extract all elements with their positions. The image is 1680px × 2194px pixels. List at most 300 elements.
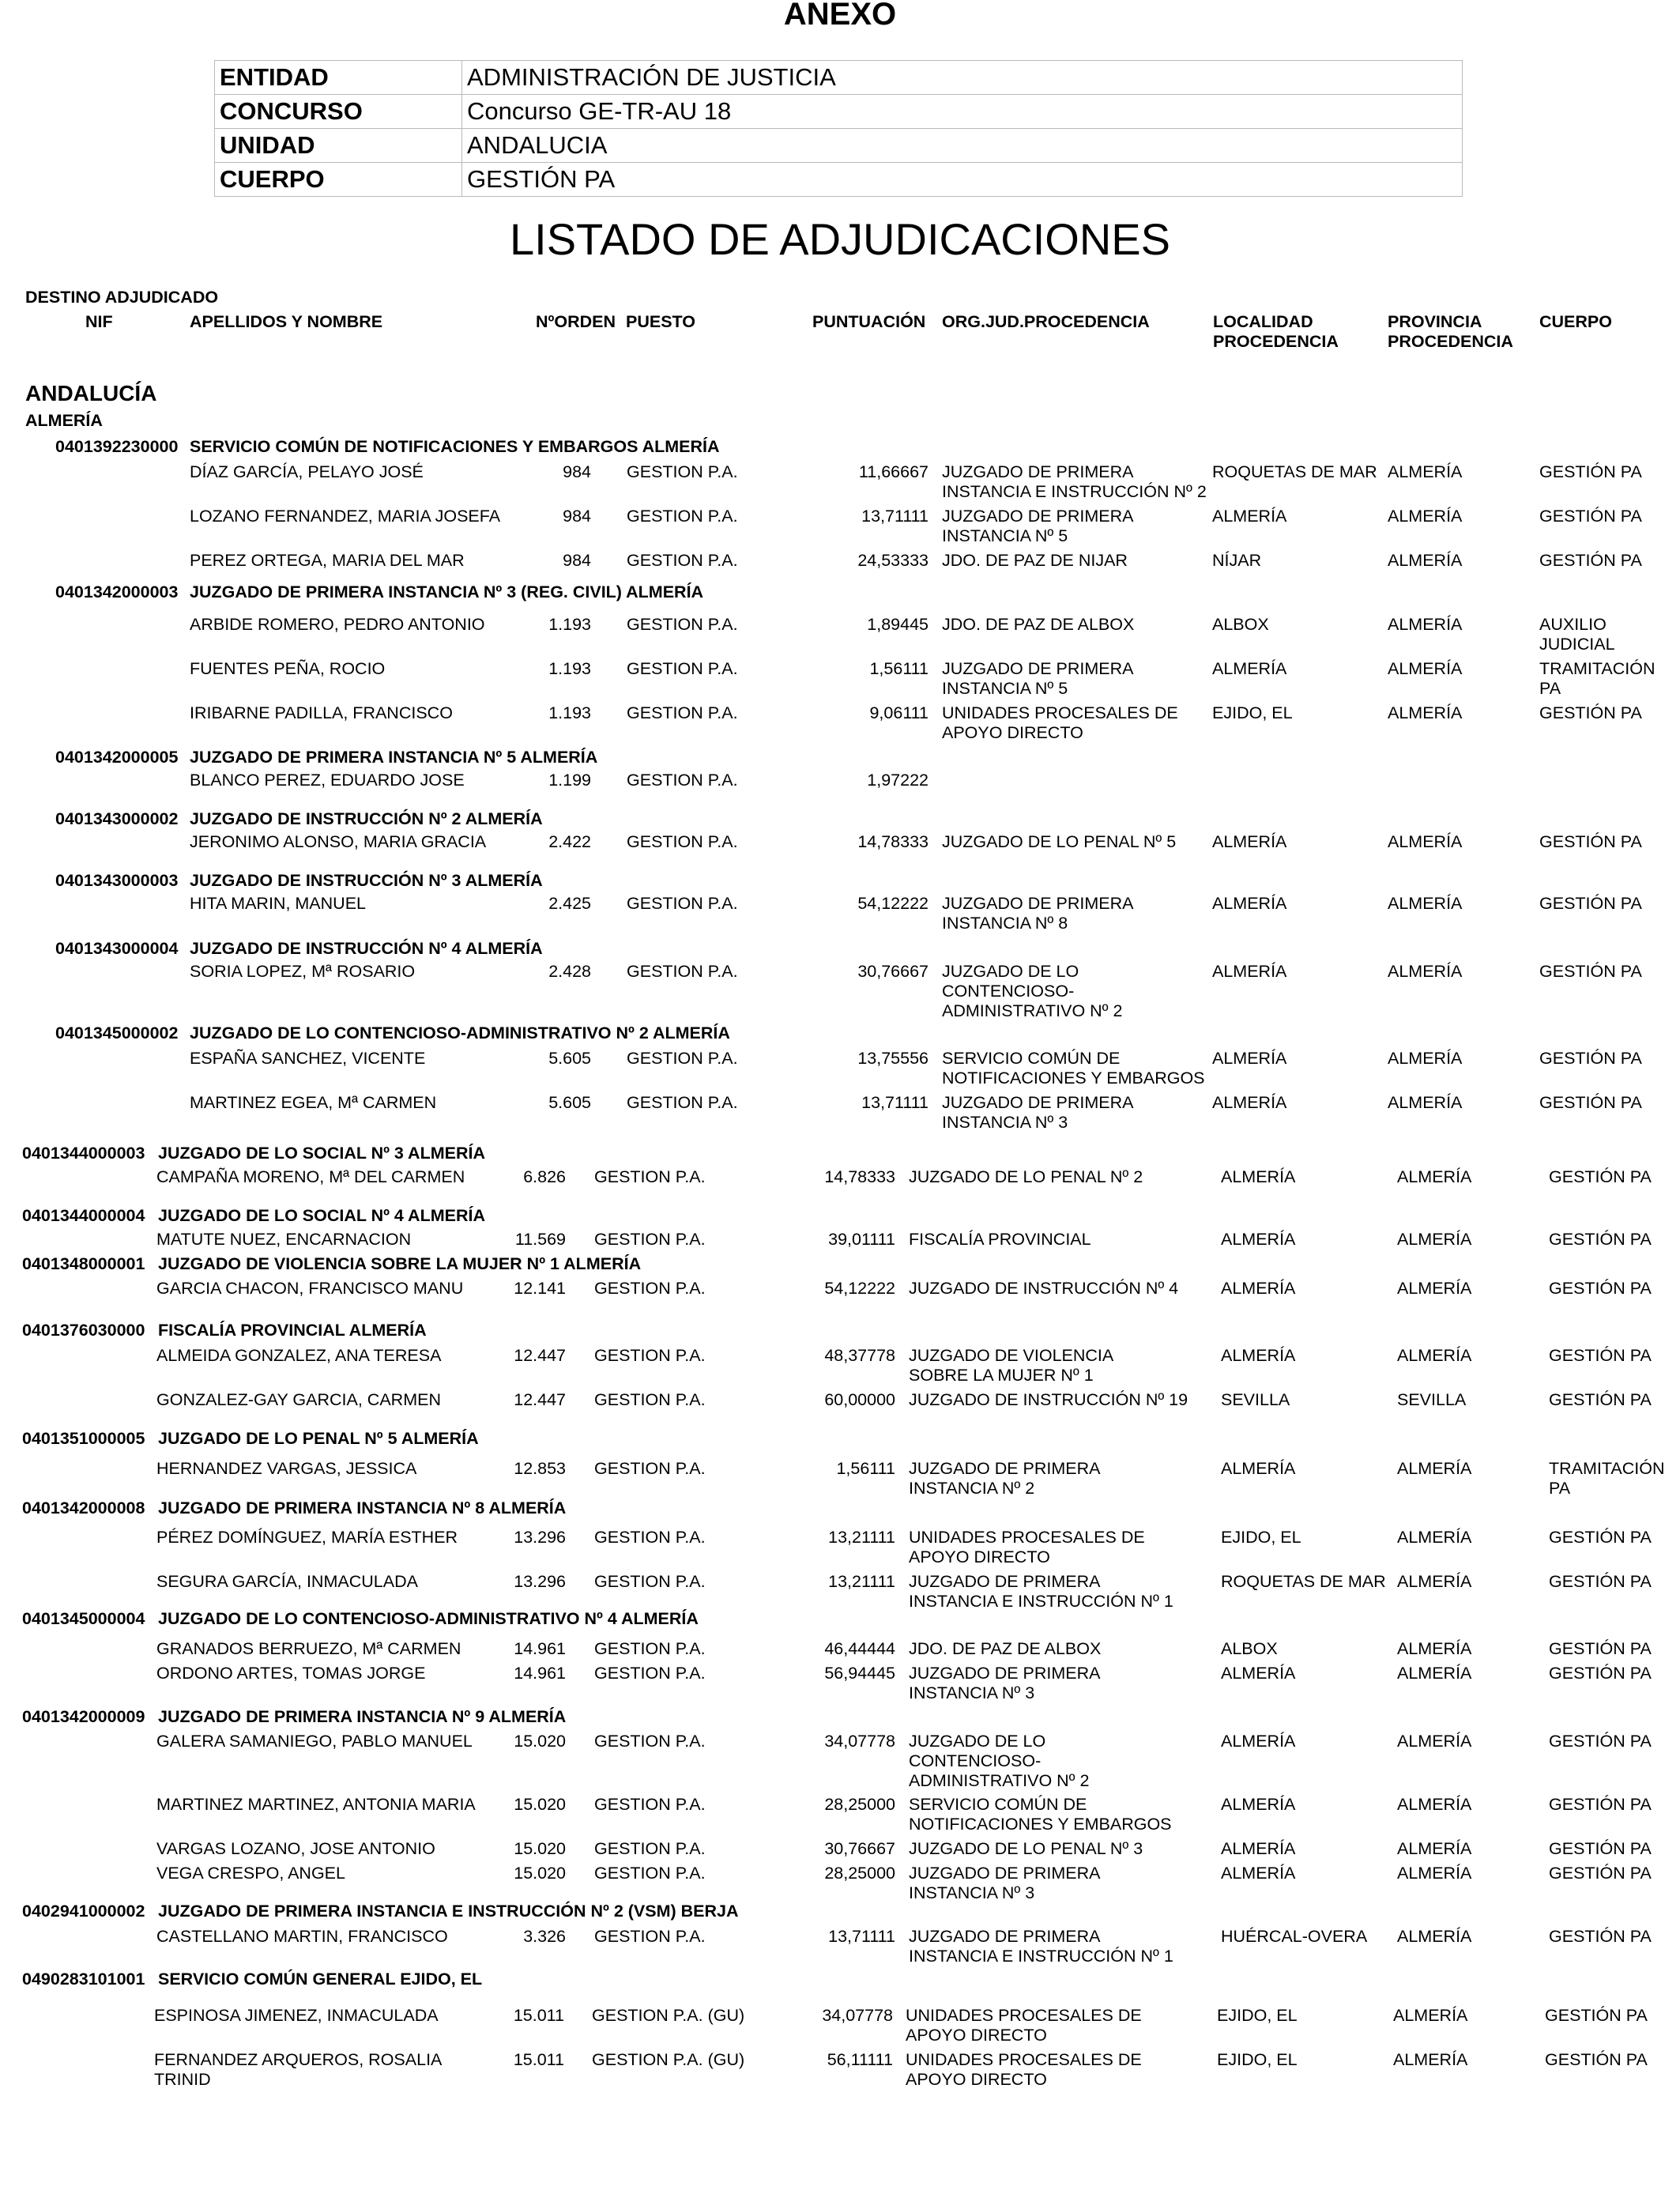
destino-code: 0401345000002 bbox=[55, 1023, 179, 1042]
origin-province: ALMERÍA bbox=[1397, 1664, 1472, 1683]
body-category: JUDICIAL bbox=[1539, 635, 1615, 654]
order-number: 14.961 bbox=[514, 1639, 566, 1658]
origin-court: JUZGADO DE INSTRUCCIÓN Nº 4 bbox=[909, 1279, 1179, 1298]
origin-locality: ALMERÍA bbox=[1212, 507, 1287, 526]
score: 1,56111 bbox=[869, 659, 929, 678]
position: GESTION P.A. bbox=[594, 1279, 706, 1298]
score: 13,75556 bbox=[857, 1049, 929, 1068]
destino-code: 0401342000008 bbox=[22, 1498, 145, 1517]
origin-province: ALMERÍA bbox=[1397, 1795, 1472, 1814]
score: 11,66667 bbox=[858, 462, 929, 481]
origin-locality: ALMERÍA bbox=[1212, 1049, 1287, 1068]
score: 30,76667 bbox=[824, 1839, 895, 1858]
origin-court: JDO. DE PAZ DE ALBOX bbox=[909, 1639, 1102, 1658]
info-key: CONCURSO bbox=[215, 95, 462, 129]
info-row bbox=[215, 61, 1463, 95]
origin-court: JUZGADO DE LO PENAL Nº 5 bbox=[942, 832, 1177, 851]
order-number: 2.425 bbox=[548, 894, 591, 913]
origin-locality: NÍJAR bbox=[1212, 551, 1262, 570]
destino-name: JUZGADO DE INSTRUCCIÓN Nº 3 ALMERÍA bbox=[190, 871, 543, 890]
origin-locality: ALMERÍA bbox=[1221, 1864, 1296, 1883]
position: GESTION P.A. bbox=[594, 1167, 706, 1186]
body-category: GESTIÓN PA bbox=[1539, 551, 1642, 570]
applicant-name: IRIBARNE PADILLA, FRANCISCO bbox=[190, 703, 453, 722]
origin-province: ALMERÍA bbox=[1393, 2050, 1468, 2069]
position: GESTION P.A. bbox=[627, 703, 738, 722]
origin-province: ALMERÍA bbox=[1397, 1167, 1472, 1186]
order-number: 984 bbox=[563, 462, 591, 481]
order-number: 984 bbox=[563, 507, 591, 526]
origin-province: ALMERÍA bbox=[1393, 2006, 1468, 2025]
body-category: GESTIÓN PA bbox=[1539, 1049, 1642, 1068]
origin-court: ADMINISTRATIVO Nº 2 bbox=[942, 1001, 1123, 1020]
origin-court: UNIDADES PROCESALES DE bbox=[906, 2050, 1142, 2069]
position: GESTION P.A. bbox=[627, 832, 738, 851]
position: GESTION P.A. bbox=[594, 1795, 706, 1814]
origin-court: UNIDADES PROCESALES DE bbox=[909, 1528, 1145, 1547]
col-cuerpo: CUERPO bbox=[1539, 312, 1612, 331]
position: GESTION P.A. (GU) bbox=[592, 2006, 745, 2025]
position: GESTION P.A. bbox=[594, 1664, 706, 1683]
origin-province: ALMERÍA bbox=[1388, 462, 1463, 481]
applicant-name: PEREZ ORTEGA, MARIA DEL MAR bbox=[190, 551, 465, 570]
order-number: 2.428 bbox=[548, 962, 591, 981]
origin-court: INSTANCIA E INSTRUCCIÓN Nº 1 bbox=[909, 1592, 1173, 1611]
destino-name: JUZGADO DE LO PENAL Nº 5 ALMERÍA bbox=[158, 1429, 479, 1448]
origin-province: ALMERÍA bbox=[1388, 659, 1463, 678]
applicant-name: SORIA LOPEZ, Mª ROSARIO bbox=[190, 962, 416, 981]
col-nif: NIF bbox=[85, 312, 113, 331]
applicant-name: TRINID bbox=[154, 2070, 211, 2089]
score: 1,56111 bbox=[836, 1459, 895, 1478]
origin-court: INSTANCIA Nº 3 bbox=[942, 1113, 1068, 1132]
score: 54,12222 bbox=[857, 894, 929, 913]
applicant-name: PÉREZ DOMÍNGUEZ, MARÍA ESTHER bbox=[156, 1528, 458, 1547]
score: 13,71111 bbox=[828, 1927, 895, 1946]
origin-court: NOTIFICACIONES Y EMBARGOS bbox=[942, 1069, 1205, 1088]
destino-name: JUZGADO DE PRIMERA INSTANCIA Nº 8 ALMERÍA bbox=[158, 1498, 567, 1517]
origin-court: INSTANCIA Nº 5 bbox=[942, 679, 1068, 698]
origin-court: APOYO DIRECTO bbox=[906, 2026, 1047, 2045]
info-key: CUERPO bbox=[215, 163, 462, 197]
destino-code: 0401342000003 bbox=[55, 582, 179, 601]
body-category: GESTIÓN PA bbox=[1539, 962, 1642, 981]
origin-court: JUZGADO DE PRIMERA bbox=[909, 1927, 1101, 1946]
origin-province: ALMERÍA bbox=[1397, 1528, 1472, 1547]
origin-court: INSTANCIA Nº 5 bbox=[942, 526, 1068, 545]
body-category: PA bbox=[1539, 679, 1561, 698]
body-category: GESTIÓN PA bbox=[1539, 507, 1642, 526]
origin-court: SERVICIO COMÚN DE bbox=[909, 1795, 1087, 1814]
origin-locality: ROQUETAS DE MAR bbox=[1221, 1572, 1386, 1591]
origin-province: ALMERÍA bbox=[1397, 1230, 1472, 1249]
origin-locality: SEVILLA bbox=[1221, 1390, 1290, 1409]
destino-name: JUZGADO DE PRIMERA INSTANCIA Nº 9 ALMERÍA bbox=[158, 1707, 567, 1726]
col-puesto: PUESTO bbox=[626, 312, 696, 331]
origin-locality: ALMERÍA bbox=[1221, 1664, 1296, 1683]
origin-province: ALMERÍA bbox=[1397, 1864, 1472, 1883]
position: GESTION P.A. bbox=[594, 1639, 706, 1658]
info-table bbox=[214, 60, 1463, 197]
origin-province: ALMERÍA bbox=[1397, 1346, 1472, 1365]
position: GESTION P.A. (GU) bbox=[592, 2050, 745, 2069]
position: GESTION P.A. bbox=[627, 615, 738, 634]
origin-court: INSTANCIA Nº 3 bbox=[909, 1883, 1035, 1902]
list-title: LISTADO DE ADJUDICACIONES bbox=[509, 214, 1170, 264]
destino-name: SERVICIO COMÚN GENERAL EJIDO, EL bbox=[158, 1970, 483, 1989]
origin-locality: EJIDO, EL bbox=[1212, 703, 1293, 722]
order-number: 15.020 bbox=[514, 1732, 566, 1751]
origin-locality: ALMERÍA bbox=[1212, 659, 1287, 678]
score: 24,53333 bbox=[857, 551, 929, 570]
order-number: 11.569 bbox=[514, 1230, 566, 1249]
applicant-name: SEGURA GARCÍA, INMACULADA bbox=[156, 1572, 418, 1591]
position: GESTION P.A. bbox=[594, 1230, 706, 1249]
score: 39,01111 bbox=[828, 1230, 895, 1249]
order-number: 6.826 bbox=[523, 1167, 566, 1186]
score: 13,21111 bbox=[828, 1572, 895, 1591]
info-value: ADMINISTRACIÓN DE JUSTICIA bbox=[462, 61, 1463, 95]
origin-locality: ALMERÍA bbox=[1221, 1732, 1296, 1751]
body-category: GESTIÓN PA bbox=[1549, 1390, 1652, 1409]
origin-court: SOBRE LA MUJER Nº 1 bbox=[909, 1366, 1094, 1385]
position: GESTION P.A. bbox=[594, 1927, 706, 1946]
position: GESTION P.A. bbox=[627, 507, 738, 526]
body-category: GESTIÓN PA bbox=[1539, 832, 1642, 851]
position: GESTION P.A. bbox=[594, 1839, 706, 1858]
destino-name: JUZGADO DE INSTRUCCIÓN Nº 4 ALMERÍA bbox=[190, 939, 543, 958]
destino-code: 0490283101001 bbox=[22, 1970, 145, 1989]
info-row bbox=[215, 129, 1463, 163]
body-category: GESTIÓN PA bbox=[1545, 2006, 1648, 2025]
applicant-name: HITA MARIN, MANUEL bbox=[190, 894, 366, 913]
applicant-name: GARCIA CHACON, FRANCISCO MANU bbox=[156, 1279, 464, 1298]
score: 48,37778 bbox=[824, 1346, 895, 1365]
position: GESTION P.A. bbox=[594, 1346, 706, 1365]
body-category: GESTIÓN PA bbox=[1539, 462, 1642, 481]
origin-locality: ALMERÍA bbox=[1212, 962, 1287, 981]
origin-court: ADMINISTRATIVO Nº 2 bbox=[909, 1771, 1090, 1790]
origin-court: SERVICIO COMÚN DE bbox=[942, 1049, 1121, 1068]
score: 1,89445 bbox=[867, 615, 929, 634]
origin-court: JUZGADO DE LO bbox=[909, 1732, 1046, 1751]
origin-province: ALMERÍA bbox=[1397, 1279, 1472, 1298]
score: 28,25000 bbox=[824, 1864, 895, 1883]
origin-locality: ROQUETAS DE MAR bbox=[1212, 462, 1377, 481]
body-category: GESTIÓN PA bbox=[1549, 1864, 1652, 1883]
applicant-name: MARTINEZ MARTINEZ, ANTONIA MARIA bbox=[156, 1795, 476, 1814]
applicant-name: BLANCO PEREZ, EDUARDO JOSE bbox=[190, 771, 465, 790]
info-key: UNIDAD bbox=[215, 129, 462, 163]
position: GESTION P.A. bbox=[627, 551, 738, 570]
destino-name: JUZGADO DE PRIMERA INSTANCIA Nº 5 ALMERÍA bbox=[190, 748, 598, 767]
origin-province: ALMERÍA bbox=[1388, 1049, 1463, 1068]
body-category: GESTIÓN PA bbox=[1549, 1664, 1652, 1683]
col-provincia: PROVINCIA bbox=[1388, 312, 1482, 331]
origin-court: APOYO DIRECTO bbox=[909, 1547, 1050, 1566]
order-number: 12.447 bbox=[514, 1390, 566, 1409]
origin-locality: HUÉRCAL-OVERA bbox=[1221, 1927, 1368, 1946]
body-category: GESTIÓN PA bbox=[1549, 1927, 1652, 1946]
info-value: Concurso GE-TR-AU 18 bbox=[462, 95, 1463, 129]
origin-province: ALMERÍA bbox=[1388, 507, 1463, 526]
destino-code: 0401344000003 bbox=[22, 1144, 145, 1163]
destino-code: 0401351000005 bbox=[22, 1429, 145, 1448]
origin-court: INSTANCIA E INSTRUCCIÓN Nº 1 bbox=[909, 1947, 1173, 1966]
applicant-name: HERNANDEZ VARGAS, JESSICA bbox=[156, 1459, 417, 1478]
origin-court: UNIDADES PROCESALES DE bbox=[942, 703, 1178, 722]
body-category: GESTIÓN PA bbox=[1549, 1279, 1652, 1298]
col-org: ORG.JUD.PROCEDENCIA bbox=[942, 312, 1150, 331]
applicant-name: GALERA SAMANIEGO, PABLO MANUEL bbox=[156, 1732, 473, 1751]
applicant-name: ORDONO ARTES, TOMAS JORGE bbox=[156, 1664, 426, 1683]
order-number: 15.011 bbox=[513, 2006, 564, 2025]
score: 54,12222 bbox=[824, 1279, 895, 1298]
origin-locality: ALBOX bbox=[1221, 1639, 1278, 1658]
origin-court: JDO. DE PAZ DE NIJAR bbox=[942, 551, 1128, 570]
origin-court: JUZGADO DE PRIMERA bbox=[942, 462, 1134, 481]
annex-title: ANEXO bbox=[783, 0, 897, 32]
origin-province: ALMERÍA bbox=[1388, 703, 1463, 722]
origin-court: APOYO DIRECTO bbox=[942, 723, 1083, 742]
info-value: GESTIÓN PA bbox=[462, 163, 1463, 197]
score: 13,71111 bbox=[861, 1093, 929, 1112]
destino-code: 0401392230000 bbox=[55, 437, 179, 456]
origin-court: JUZGADO DE PRIMERA bbox=[909, 1664, 1101, 1683]
destino-header: DESTINO ADJUDICADO bbox=[25, 288, 219, 307]
body-category: GESTIÓN PA bbox=[1549, 1732, 1652, 1751]
body-category: GESTIÓN PA bbox=[1539, 894, 1642, 913]
score: 60,00000 bbox=[824, 1390, 895, 1409]
applicant-name: ARBIDE ROMERO, PEDRO ANTONIO bbox=[190, 615, 485, 634]
applicant-name: ESPAÑA SANCHEZ, VICENTE bbox=[190, 1049, 426, 1068]
body-category: PA bbox=[1549, 1479, 1571, 1498]
body-category: TRAMITACIÓN bbox=[1539, 659, 1656, 678]
destino-name: JUZGADO DE LO SOCIAL Nº 4 ALMERÍA bbox=[158, 1206, 485, 1225]
applicant-name: VARGAS LOZANO, JOSE ANTONIO bbox=[156, 1839, 435, 1858]
origin-province: ALMERÍA bbox=[1397, 1839, 1472, 1858]
info-row bbox=[215, 163, 1463, 197]
order-number: 5.605 bbox=[548, 1093, 591, 1112]
origin-locality: ALMERÍA bbox=[1221, 1839, 1296, 1858]
order-number: 12.447 bbox=[514, 1346, 566, 1365]
origin-locality: ALMERÍA bbox=[1221, 1795, 1296, 1814]
order-number: 1.193 bbox=[548, 659, 591, 678]
destino-code: 0402941000002 bbox=[22, 1902, 145, 1921]
origin-court: JUZGADO DE LO PENAL Nº 2 bbox=[909, 1167, 1143, 1186]
origin-locality: ALMERÍA bbox=[1221, 1167, 1296, 1186]
body-category: GESTIÓN PA bbox=[1545, 2050, 1648, 2069]
origin-court: JUZGADO DE PRIMERA bbox=[909, 1459, 1101, 1478]
position: GESTION P.A. bbox=[627, 962, 738, 981]
order-number: 1.193 bbox=[548, 615, 591, 634]
position: GESTION P.A. bbox=[627, 659, 738, 678]
origin-locality: ALMERÍA bbox=[1221, 1346, 1296, 1365]
destino-code: 0401342000009 bbox=[22, 1707, 145, 1726]
destino-name: JUZGADO DE VIOLENCIA SOBRE LA MUJER Nº 1 ALMERÍA bbox=[158, 1254, 642, 1273]
col-orden: NºORDEN bbox=[536, 312, 616, 331]
origin-court: JUZGADO DE PRIMERA bbox=[942, 507, 1134, 526]
order-number: 14.961 bbox=[514, 1664, 566, 1683]
score: 13,21111 bbox=[828, 1528, 895, 1547]
applicant-name: VEGA CRESPO, ANGEL bbox=[156, 1864, 345, 1883]
applicant-name: FERNANDEZ ARQUEROS, ROSALIA bbox=[154, 2050, 443, 2069]
origin-court: JUZGADO DE LO bbox=[942, 962, 1079, 981]
score: 34,07778 bbox=[822, 2006, 893, 2025]
score: 28,25000 bbox=[824, 1795, 895, 1814]
origin-province: ALMERÍA bbox=[1388, 962, 1463, 981]
origin-court: JUZGADO DE INSTRUCCIÓN Nº 19 bbox=[909, 1390, 1188, 1409]
body-category: GESTIÓN PA bbox=[1549, 1167, 1652, 1186]
applicant-name: ESPINOSA JIMENEZ, INMACULADA bbox=[154, 2006, 439, 2025]
score: 13,71111 bbox=[861, 507, 929, 526]
origin-province: ALMERÍA bbox=[1388, 1093, 1463, 1112]
destino-name: JUZGADO DE LO CONTENCIOSO-ADMINISTRATIVO Nº 4 ALMERÍA bbox=[158, 1609, 699, 1628]
col-puntuacion: PUNTUACIÓN bbox=[812, 312, 926, 331]
col-provincia: PROCEDENCIA bbox=[1388, 332, 1513, 351]
order-number: 5.605 bbox=[548, 1049, 591, 1068]
position: GESTION P.A. bbox=[594, 1732, 706, 1751]
body-category: GESTIÓN PA bbox=[1549, 1230, 1652, 1249]
body-category: GESTIÓN PA bbox=[1549, 1839, 1652, 1858]
position: GESTION P.A. bbox=[594, 1572, 706, 1591]
destino-code: 0401343000004 bbox=[55, 939, 179, 958]
origin-province: ALMERÍA bbox=[1388, 615, 1463, 634]
destino-name: FISCALÍA PROVINCIAL ALMERÍA bbox=[158, 1321, 427, 1340]
info-value: ANDALUCIA bbox=[462, 129, 1463, 163]
destino-name: JUZGADO DE LO CONTENCIOSO-ADMINISTRATIVO Nº 2 ALMERÍA bbox=[190, 1023, 730, 1042]
body-category: AUXILIO bbox=[1539, 615, 1607, 634]
body-category: GESTIÓN PA bbox=[1539, 703, 1642, 722]
origin-locality: ALMERÍA bbox=[1221, 1230, 1296, 1249]
origin-court: CONTENCIOSO- bbox=[942, 982, 1075, 1001]
order-number: 15.020 bbox=[514, 1795, 566, 1814]
applicant-name: ALMEIDA GONZALEZ, ANA TERESA bbox=[156, 1346, 442, 1365]
col-localidad: PROCEDENCIA bbox=[1213, 332, 1339, 351]
order-number: 13.296 bbox=[514, 1528, 566, 1547]
origin-province: ALMERÍA bbox=[1397, 1572, 1472, 1591]
position: GESTION P.A. bbox=[627, 894, 738, 913]
order-number: 13.296 bbox=[514, 1572, 566, 1591]
origin-court: JUZGADO DE PRIMERA bbox=[909, 1864, 1101, 1883]
score: 9,06111 bbox=[869, 703, 929, 722]
origin-court: JUZGADO DE PRIMERA bbox=[909, 1572, 1101, 1591]
order-number: 3.326 bbox=[523, 1927, 566, 1946]
body-category: GESTIÓN PA bbox=[1549, 1346, 1652, 1365]
body-category: TRAMITACIÓN bbox=[1549, 1459, 1665, 1478]
position: GESTION P.A. bbox=[627, 771, 738, 790]
score: 46,44444 bbox=[824, 1639, 895, 1658]
destino-name: SERVICIO COMÚN DE NOTIFICACIONES Y EMBARGOS ALMERÍA bbox=[190, 437, 720, 456]
applicant-name: DÍAZ GARCÍA, PELAYO JOSÉ bbox=[190, 462, 424, 481]
applicant-name: CAMPAÑA MORENO, Mª DEL CARMEN bbox=[156, 1167, 465, 1186]
score: 56,11111 bbox=[827, 2050, 893, 2069]
origin-court: NOTIFICACIONES Y EMBARGOS bbox=[909, 1815, 1172, 1834]
body-category: GESTIÓN PA bbox=[1549, 1639, 1652, 1658]
origin-court: JUZGADO DE PRIMERA bbox=[942, 659, 1134, 678]
origin-locality: ALMERÍA bbox=[1221, 1459, 1296, 1478]
info-row bbox=[215, 95, 1463, 129]
position: GESTION P.A. bbox=[627, 462, 738, 481]
origin-province: ALMERÍA bbox=[1397, 1732, 1472, 1751]
destino-code: 0401342000005 bbox=[55, 748, 179, 767]
origin-province: ALMERÍA bbox=[1388, 551, 1463, 570]
position: GESTION P.A. bbox=[594, 1459, 706, 1478]
destino-name: JUZGADO DE LO SOCIAL Nº 3 ALMERÍA bbox=[158, 1144, 485, 1163]
origin-locality: ALMERÍA bbox=[1221, 1279, 1296, 1298]
order-number: 2.422 bbox=[548, 832, 591, 851]
origin-locality: ALBOX bbox=[1212, 615, 1269, 634]
order-number: 12.853 bbox=[514, 1459, 566, 1478]
order-number: 1.199 bbox=[548, 771, 591, 790]
col-nombre: APELLIDOS Y NOMBRE bbox=[190, 312, 383, 331]
destino-name: JUZGADO DE PRIMERA INSTANCIA E INSTRUCCIÓN Nº 2 (VSM) BERJA bbox=[158, 1902, 739, 1921]
origin-province: ALMERÍA bbox=[1388, 894, 1463, 913]
origin-locality: ALMERÍA bbox=[1212, 1093, 1287, 1112]
origin-province: ALMERÍA bbox=[1388, 832, 1463, 851]
origin-locality: EJIDO, EL bbox=[1221, 1528, 1301, 1547]
applicant-name: LOZANO FERNANDEZ, MARIA JOSEFA bbox=[190, 507, 501, 526]
origin-locality: EJIDO, EL bbox=[1217, 2050, 1298, 2069]
region-heading: ANDALUCÍA bbox=[25, 381, 157, 405]
body-category: GESTIÓN PA bbox=[1549, 1528, 1652, 1547]
applicant-name: MARTINEZ EGEA, Mª CARMEN bbox=[190, 1093, 437, 1112]
applicant-name: GRANADOS BERRUEZO, Mª CARMEN bbox=[156, 1639, 461, 1658]
order-number: 15.020 bbox=[514, 1839, 566, 1858]
position: GESTION P.A. bbox=[594, 1528, 706, 1547]
origin-locality: ALMERÍA bbox=[1212, 894, 1287, 913]
origin-court: UNIDADES PROCESALES DE bbox=[906, 2006, 1142, 2025]
destino-code: 0401343000002 bbox=[55, 809, 179, 828]
score: 34,07778 bbox=[824, 1732, 895, 1751]
score: 14,78333 bbox=[857, 832, 929, 851]
position: GESTION P.A. bbox=[594, 1390, 706, 1409]
order-number: 1.193 bbox=[548, 703, 591, 722]
score: 56,94445 bbox=[824, 1664, 895, 1683]
destino-name: JUZGADO DE INSTRUCCIÓN Nº 2 ALMERÍA bbox=[190, 809, 543, 828]
body-category: GESTIÓN PA bbox=[1539, 1093, 1642, 1112]
applicant-name: MATUTE NUEZ, ENCARNACION bbox=[156, 1230, 412, 1249]
destino-code: 0401343000003 bbox=[55, 871, 179, 890]
origin-locality: ALMERÍA bbox=[1212, 832, 1287, 851]
origin-court: JUZGADO DE VIOLENCIA bbox=[909, 1346, 1114, 1365]
destino-name: JUZGADO DE PRIMERA INSTANCIA Nº 3 (REG. CIVIL) ALMERÍA bbox=[190, 582, 704, 601]
origin-court: JUZGADO DE PRIMERA bbox=[942, 1093, 1134, 1112]
order-number: 15.011 bbox=[513, 2050, 564, 2069]
origin-locality: EJIDO, EL bbox=[1217, 2006, 1298, 2025]
body-category: GESTIÓN PA bbox=[1549, 1795, 1652, 1814]
applicant-name: JERONIMO ALONSO, MARIA GRACIA bbox=[190, 832, 487, 851]
destino-code: 0401348000001 bbox=[22, 1254, 145, 1273]
position: GESTION P.A. bbox=[594, 1864, 706, 1883]
origin-court: FISCALÍA PROVINCIAL bbox=[909, 1230, 1091, 1249]
origin-court: JUZGADO DE LO PENAL Nº 3 bbox=[909, 1839, 1143, 1858]
origin-court: JDO. DE PAZ DE ALBOX bbox=[942, 615, 1135, 634]
body-category: GESTIÓN PA bbox=[1549, 1572, 1652, 1591]
destino-code: 0401344000004 bbox=[22, 1206, 145, 1225]
origin-court: APOYO DIRECTO bbox=[906, 2070, 1047, 2089]
origin-province: ALMERÍA bbox=[1397, 1927, 1472, 1946]
order-number: 12.141 bbox=[514, 1279, 566, 1298]
score: 1,97222 bbox=[867, 771, 929, 790]
order-number: 15.020 bbox=[514, 1864, 566, 1883]
origin-province: ALMERÍA bbox=[1397, 1639, 1472, 1658]
order-number: 984 bbox=[563, 551, 591, 570]
province-heading: ALMERÍA bbox=[25, 411, 103, 430]
destino-code: 0401345000004 bbox=[22, 1609, 145, 1628]
origin-province: ALMERÍA bbox=[1397, 1459, 1472, 1478]
score: 30,76667 bbox=[857, 962, 929, 981]
